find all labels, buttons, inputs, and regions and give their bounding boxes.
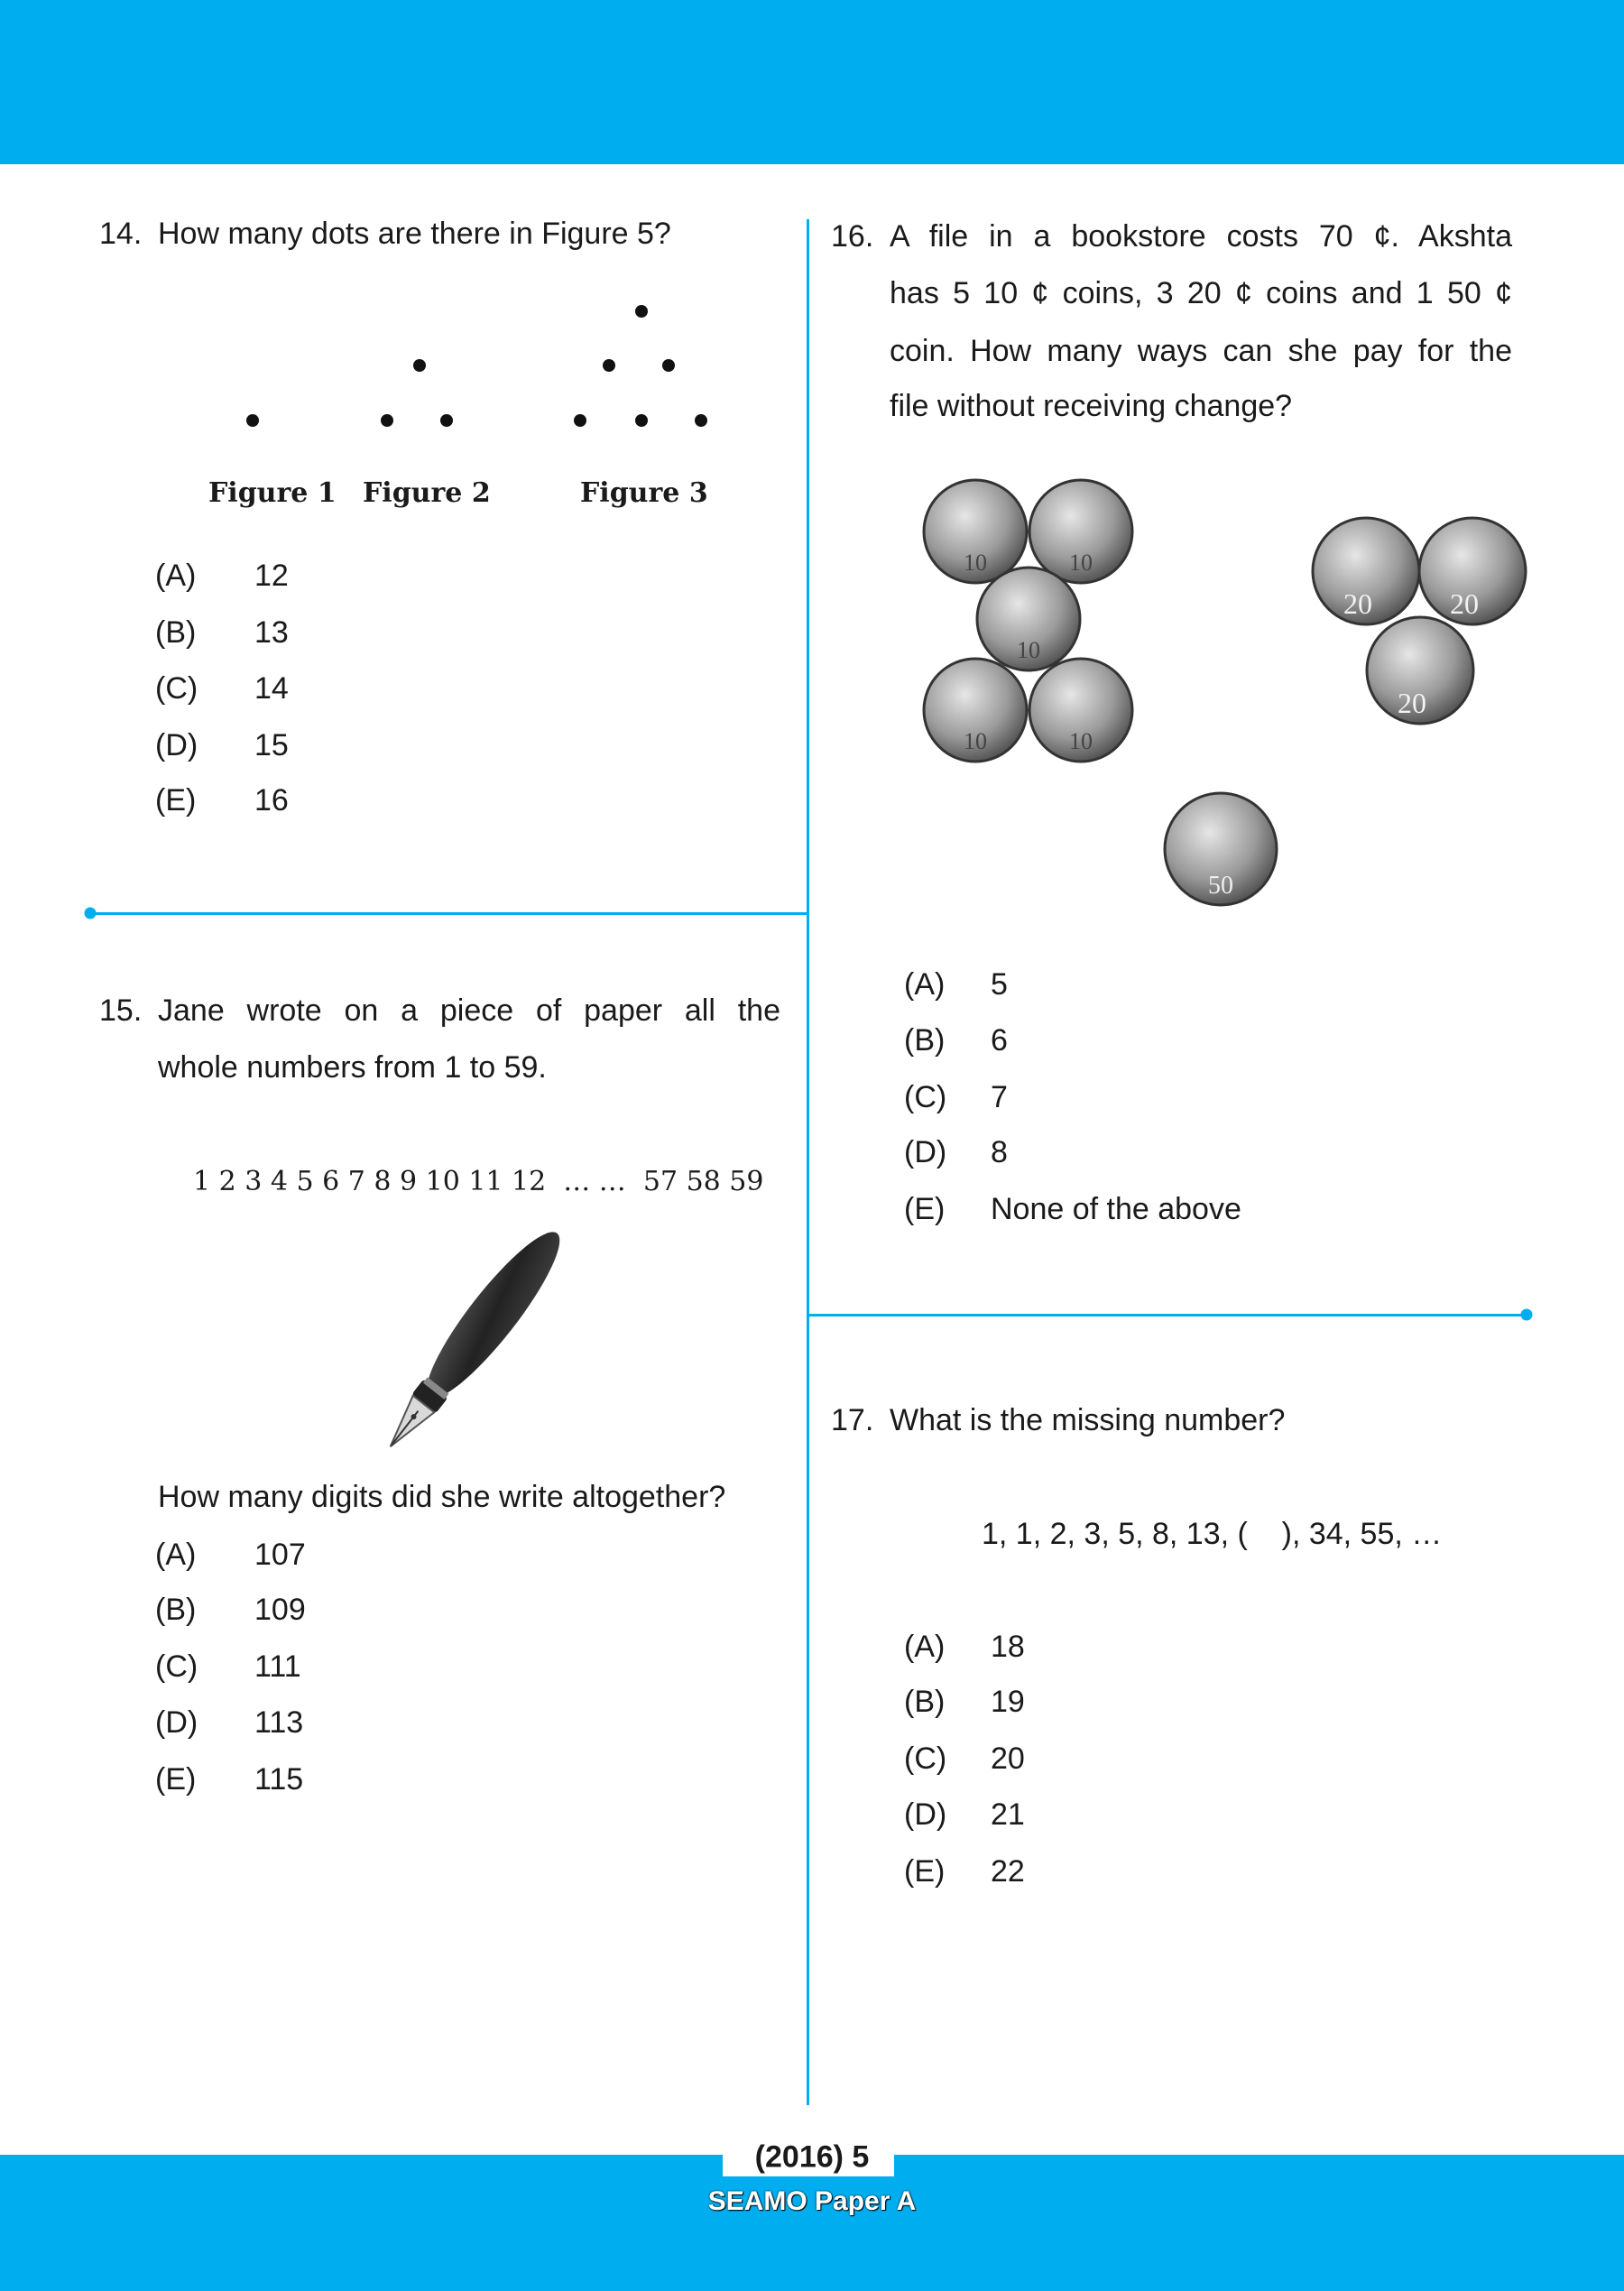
option-value[interactable]: 14 — [254, 671, 289, 706]
svg-text:50: 50 — [1208, 872, 1233, 900]
question-text: A file in a bookstore costs 70 ¢. Akshta — [890, 219, 1512, 254]
option-value[interactable]: 109 — [254, 1593, 306, 1627]
option-value[interactable]: 107 — [254, 1538, 306, 1572]
option-letter[interactable]: (B) — [155, 615, 197, 650]
option-value[interactable]: 7 — [991, 1080, 1008, 1114]
option-letter[interactable]: (E) — [155, 783, 197, 818]
ten-cent-coins — [924, 480, 1132, 762]
coin-20-icon — [1419, 518, 1526, 624]
question-prompt: How many digits did she write altogether? — [158, 1480, 726, 1514]
section-divider-right — [807, 1314, 1527, 1316]
fountain-pen-icon — [356, 1227, 591, 1453]
question-text: What is the missing number? — [890, 1403, 1286, 1437]
paper-title: SEAMO Paper A — [707, 2186, 917, 2216]
option-letter[interactable]: (C) — [904, 1741, 947, 1776]
coin-10-icon — [977, 568, 1080, 670]
option-value[interactable]: 113 — [254, 1705, 304, 1740]
svg-text:20: 20 — [1398, 687, 1426, 719]
svg-text:10: 10 — [1017, 637, 1040, 663]
svg-text:20: 20 — [1450, 587, 1479, 620]
option-letter[interactable]: (C) — [904, 1080, 947, 1114]
question-text: How many dots are there in Figure 5? — [158, 217, 671, 251]
figure-label: Figure 2 — [363, 477, 491, 509]
option-value[interactable]: 12 — [254, 559, 289, 593]
option-letter[interactable]: (A) — [904, 1630, 946, 1664]
option-value[interactable]: 5 — [991, 967, 1008, 1002]
option-value[interactable]: 8 — [991, 1135, 1008, 1169]
svg-text:10: 10 — [1069, 550, 1093, 576]
option-letter[interactable]: (A) — [155, 559, 197, 593]
option-value[interactable]: 13 — [254, 615, 289, 650]
coin-20-icon — [1367, 617, 1473, 724]
option-letter[interactable]: (D) — [155, 728, 198, 762]
option-letter[interactable]: (D) — [904, 1797, 947, 1832]
option-letter[interactable]: (D) — [904, 1135, 947, 1169]
option-letter[interactable]: (D) — [155, 1705, 198, 1740]
option-letter[interactable]: (A) — [904, 967, 946, 1002]
figure-label: Figure 1 — [208, 477, 337, 509]
number-sequence: 1 2 3 4 5 6 7 8 9 10 11 12 … … 57 58 59 — [193, 1166, 764, 1197]
option-letter[interactable]: (E) — [904, 1854, 946, 1889]
coins-illustration — [0, 0, 1624, 993]
option-letter[interactable]: (B) — [904, 1023, 946, 1058]
question-number: 17. — [831, 1403, 874, 1437]
coin-10-icon — [1029, 480, 1132, 583]
figure-label: Figure 3 — [580, 477, 708, 509]
option-value[interactable]: 15 — [254, 728, 289, 762]
option-value[interactable]: 22 — [991, 1854, 1025, 1889]
question-text: coin. How many ways can she pay for the — [890, 334, 1512, 368]
question-text: whole numbers from 1 to 59. — [158, 1050, 547, 1085]
coin-10-icon — [924, 480, 1027, 583]
svg-text:10: 10 — [964, 550, 987, 576]
option-letter[interactable]: (E) — [904, 1192, 946, 1226]
svg-text:10: 10 — [964, 728, 987, 754]
option-value[interactable]: 21 — [991, 1797, 1025, 1832]
option-letter[interactable]: (C) — [155, 1649, 198, 1684]
option-value[interactable]: 6 — [991, 1023, 1008, 1058]
option-letter[interactable]: (A) — [155, 1538, 197, 1572]
page-number: (2016) 5 — [754, 2139, 870, 2175]
option-value[interactable]: 20 — [991, 1741, 1025, 1776]
option-value[interactable]: 115 — [254, 1762, 304, 1797]
question-text: Jane wrote on a piece of paper all the — [158, 993, 780, 1028]
option-value[interactable]: 111 — [254, 1649, 301, 1684]
question-text: file without receiving change? — [890, 389, 1293, 423]
question-number: 14. — [99, 217, 143, 251]
option-letter[interactable]: (E) — [155, 1762, 197, 1797]
option-value[interactable]: None of the above — [991, 1192, 1241, 1226]
coin-50-icon — [1165, 793, 1277, 905]
option-value[interactable]: 18 — [991, 1630, 1025, 1664]
option-letter[interactable]: (B) — [904, 1685, 946, 1719]
twenty-cent-coins — [1313, 518, 1526, 724]
svg-text:20: 20 — [1343, 587, 1372, 620]
number-sequence: 1, 1, 2, 3, 5, 8, 13, ( ), 34, 55, … — [982, 1517, 1443, 1551]
coin-20-icon — [1313, 518, 1419, 624]
option-value[interactable]: 19 — [991, 1685, 1025, 1719]
divider-endpoint — [1521, 1309, 1533, 1321]
option-value[interactable]: 16 — [254, 783, 289, 818]
question-text: has 5 10 ¢ coins, 3 20 ¢ coins and 1 50 ¢ — [890, 276, 1512, 310]
svg-text:10: 10 — [1069, 728, 1093, 754]
option-letter[interactable]: (B) — [155, 1593, 197, 1627]
coin-10-icon — [924, 659, 1027, 762]
question-number: 15. — [99, 993, 143, 1028]
option-letter[interactable]: (C) — [155, 671, 198, 706]
question-number: 16. — [831, 219, 874, 254]
coin-10-icon — [1029, 659, 1132, 762]
